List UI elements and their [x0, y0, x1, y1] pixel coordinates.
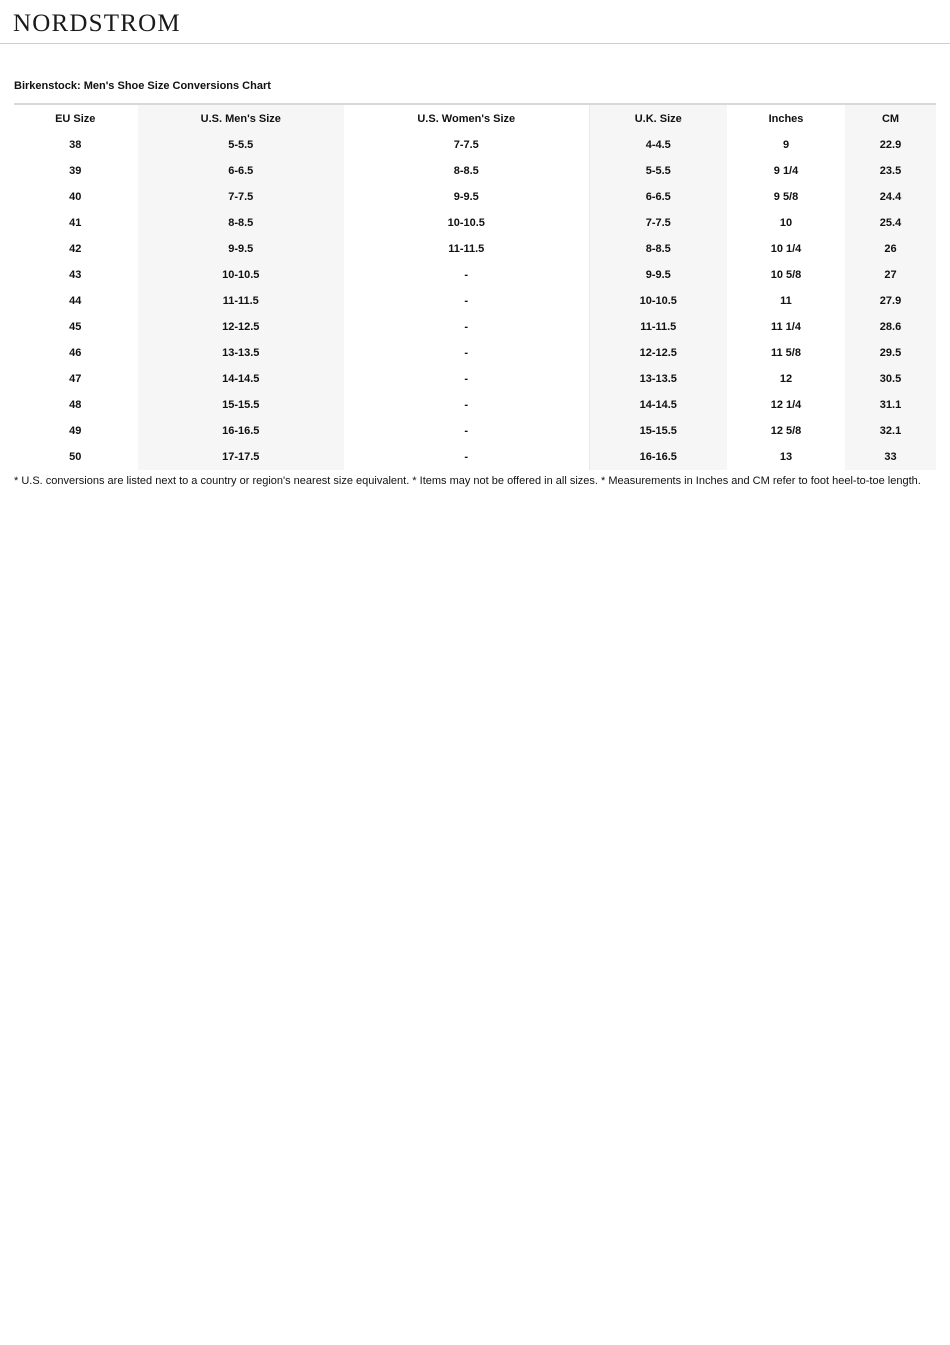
- cell-cm: 22.9: [845, 132, 936, 158]
- cell-cm: 26: [845, 236, 936, 262]
- cell-us-mens-size: 17-17.5: [137, 444, 344, 470]
- table-row: [14, 158, 936, 184]
- cell-uk-size: 13-13.5: [589, 366, 727, 392]
- table-row: [14, 184, 936, 210]
- cell-us-mens-size: 9-9.5: [137, 236, 344, 262]
- cell-cm: 24.4: [845, 184, 936, 210]
- table-row: [14, 444, 936, 470]
- cell-us-womens-size: 10-10.5: [344, 210, 589, 236]
- cell-us-womens-size: -: [344, 340, 589, 366]
- footnote: * U.S. conversions are listed next to a country or region's nearest size equivalent. * Items may not be offered in all sizes. * Measurements in Inches and CM refer to foot heel-to-toe length.: [14, 475, 921, 487]
- cell-eu-size: 43: [14, 262, 137, 288]
- table-row: [14, 418, 936, 444]
- cell-us-mens-size: 15-15.5: [137, 392, 344, 418]
- cell-cm: 23.5: [845, 158, 936, 184]
- cell-uk-size: 4-4.5: [589, 132, 727, 158]
- cell-eu-size: 47: [14, 366, 137, 392]
- cell-us-womens-size: -: [344, 444, 589, 470]
- cell-inches: 10 1/4: [770, 243, 802, 255]
- cell-uk-size: 6-6.5: [589, 184, 727, 210]
- cell-us-womens-size: -: [344, 418, 589, 444]
- cell-us-womens-size: -: [344, 314, 589, 340]
- cell-inches: 9 5/8: [773, 191, 799, 203]
- table-row: [14, 288, 936, 314]
- cell-cm: 32.1: [845, 418, 936, 444]
- table-body: [14, 132, 936, 470]
- cell-us-mens-size: 7-7.5: [137, 184, 344, 210]
- table-row: [14, 236, 936, 262]
- cell-us-mens-size: 12-12.5: [137, 314, 344, 340]
- cell-eu-size: 39: [14, 158, 137, 184]
- cell-uk-size: 5-5.5: [589, 158, 727, 184]
- cell-uk-size: 9-9.5: [589, 262, 727, 288]
- cell-inches: 10: [779, 217, 793, 229]
- cell-us-womens-size: -: [344, 262, 589, 288]
- size-conversion-table: [14, 103, 936, 470]
- cell-inches: 12: [779, 373, 793, 385]
- cell-uk-size: 16-16.5: [589, 444, 727, 470]
- cell-cm: 27.9: [845, 288, 936, 314]
- cell-eu-size: 50: [14, 444, 137, 470]
- table-header-row: [14, 104, 936, 132]
- cell-eu-size: 45: [14, 314, 137, 340]
- cell-eu-size: 41: [14, 210, 137, 236]
- cell-uk-size: 10-10.5: [589, 288, 727, 314]
- nordstrom-logo[interactable]: NORDSTROM: [13, 10, 181, 37]
- cell-us-womens-size: 11-11.5: [344, 236, 589, 262]
- chart-title: Birkenstock: Men's Shoe Size Conversions Chart: [14, 80, 271, 92]
- cell-cm: 30.5: [845, 366, 936, 392]
- cell-cm: 25.4: [845, 210, 936, 236]
- cell-uk-size: 11-11.5: [589, 314, 727, 340]
- cell-us-mens-size: 13-13.5: [137, 340, 344, 366]
- cell-us-mens-size: 6-6.5: [137, 158, 344, 184]
- cell-uk-size: 12-12.5: [589, 340, 727, 366]
- cell-us-mens-size: 8-8.5: [137, 210, 344, 236]
- cell-inches: 10 5/8: [770, 269, 802, 281]
- cell-eu-size: 40: [14, 184, 137, 210]
- cell-uk-size: 14-14.5: [589, 392, 727, 418]
- cell-us-womens-size: -: [344, 366, 589, 392]
- cell-us-womens-size: -: [344, 392, 589, 418]
- table-row: [14, 392, 936, 418]
- cell-cm: 33: [845, 444, 936, 470]
- cell-cm: 28.6: [845, 314, 936, 340]
- table-row: [14, 132, 936, 158]
- cell-us-mens-size: 5-5.5: [137, 132, 344, 158]
- cell-inches: 12 1/4: [770, 399, 802, 411]
- cell-inches: 13: [779, 451, 793, 463]
- cell-eu-size: 42: [14, 236, 137, 262]
- cell-eu-size: 49: [14, 418, 137, 444]
- table-row: [14, 210, 936, 236]
- column-header-us-mens-size: U.S. Men's Size: [137, 104, 344, 132]
- table-row: [14, 262, 936, 288]
- column-header-eu-size: EU Size: [14, 104, 137, 132]
- column-header-us-womens-size: U.S. Women's Size: [344, 104, 589, 132]
- cell-inches: 12 5/8: [770, 425, 802, 437]
- cell-cm: 31.1: [845, 392, 936, 418]
- cell-inches: 11 1/4: [771, 321, 801, 333]
- cell-inches: 9 1/4: [773, 165, 799, 177]
- cell-inches: 11 5/8: [771, 347, 801, 359]
- cell-us-womens-size: -: [344, 288, 589, 314]
- cell-us-mens-size: 10-10.5: [137, 262, 344, 288]
- page-header: [0, 0, 950, 44]
- cell-us-womens-size: 9-9.5: [344, 184, 589, 210]
- column-header-uk-size: U.K. Size: [589, 104, 727, 132]
- column-header-cm: CM: [845, 104, 936, 132]
- cell-us-mens-size: 16-16.5: [137, 418, 344, 444]
- cell-eu-size: 44: [14, 288, 137, 314]
- table-row: [14, 314, 936, 340]
- column-header-inches: Inches: [768, 112, 804, 125]
- cell-eu-size: 46: [14, 340, 137, 366]
- cell-cm: 27: [845, 262, 936, 288]
- cell-uk-size: 7-7.5: [589, 210, 727, 236]
- cell-uk-size: 8-8.5: [589, 236, 727, 262]
- cell-us-womens-size: 8-8.5: [344, 158, 589, 184]
- cell-inches: 9: [782, 139, 790, 151]
- cell-inches: 11: [780, 295, 792, 307]
- table-row: [14, 366, 936, 392]
- cell-uk-size: 15-15.5: [589, 418, 727, 444]
- table-row: [14, 340, 936, 366]
- cell-eu-size: 38: [14, 132, 137, 158]
- cell-cm: 29.5: [845, 340, 936, 366]
- cell-eu-size: 48: [14, 392, 137, 418]
- cell-us-womens-size: 7-7.5: [344, 132, 589, 158]
- cell-us-mens-size: 14-14.5: [137, 366, 344, 392]
- cell-us-mens-size: 11-11.5: [137, 288, 344, 314]
